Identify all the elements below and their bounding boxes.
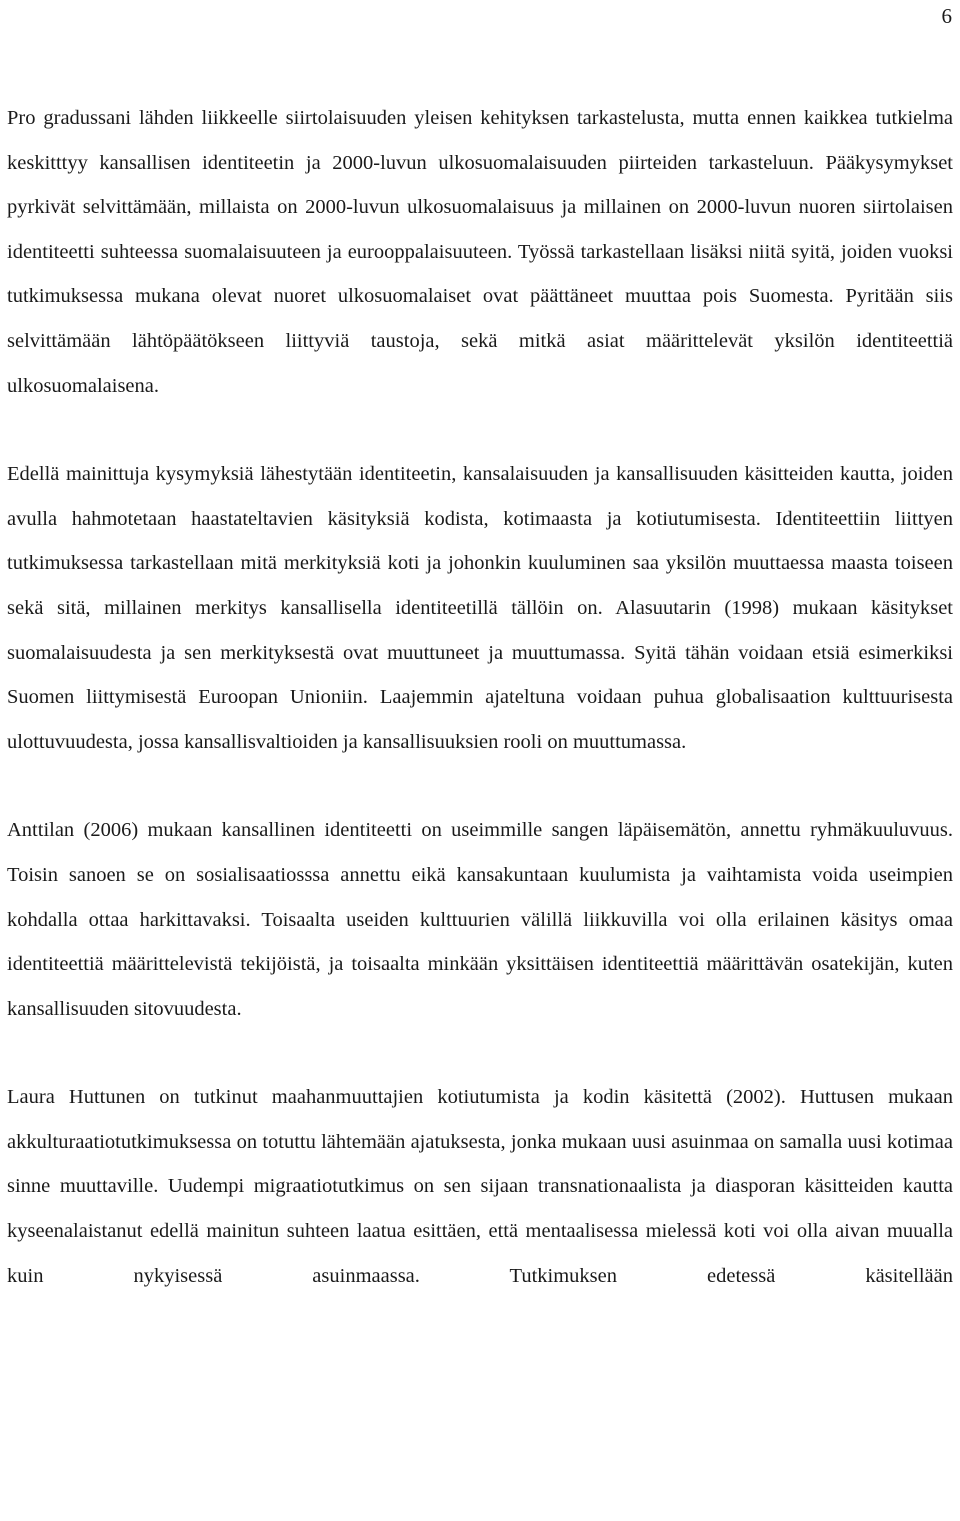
paragraph-4: Laura Huttunen on tutkinut maahanmuuttajien kotiutumista ja kodin käsitettä (2002). Huttusen mukaan akkulturaatiotutkimuksessa on totuttu lähtemään ajatuksesta, jonka mukaan uusi asuinmaa on samalla uusi kotimaa sinne muuttaville. Uudempi migraatiotutkimus on sen sijaan transnationaalista ja diasporan käsitteiden kautta kyseenalaistanut edellä mainitun suhteen laatua esittäen, että mentaalisessa mielessä koti voi olla aivan muualla kuin nykyisessä asuinmaassa. Tutkimuksen edetessä käsitellään [7, 1086, 953, 1287]
body-text [7, 96, 953, 1298]
page-number: 6 [941, 4, 952, 28]
paragraph-1: Pro gradussani lähden liikkeelle siirtolaisuuden yleisen kehityksen tarkastelusta, mutta ennen kaikkea tutkielma keskitttyy kansallisen identiteetin ja 2000-luvun ulkosuomalaisuuden piirteiden tarkasteluun. Pääkysymykset pyrkivät selvittämään, millaista on 2000-luvun ulkosuomalaisuus ja millainen on 2000-luvun nuoren siirtolaisen identiteetti suhteessa suomalaisuuteen ja eurooppalaisuuteen. Työssä tarkastellaan lisäksi niitä syitä, joiden vuoksi tutkimuksessa mukana olevat nuoret ulkosuomalaiset ovat päättäneet muuttaa pois Suomesta. Pyritään siis selvittämään lähtöpäätökseen liittyviä taustoja, sekä mitkä asiat määrittelevät yksilön identiteettiä ulkosuomalaisena. [7, 107, 953, 397]
paragraph-3: Anttilan (2006) mukaan kansallinen identiteetti on useimmille sangen läpäisemätön, annettu ryhmäkuuluvuus. Toisin sanoen se on sosialisaatiosssa annettu eikä kansakuntaan kuulumista ja vaihtamista voida useimpien kohdalla ottaa harkittavaksi. Toisaalta useiden kulttuurien välillä liikkuvilla voi olla erilainen käsitys omaa identiteettiä määrittelevistä tekijöistä, ja toisaalta minkään yksittäisen identiteettiä määrittävän osatekijän, kuten kansallisuuden sitovuudesta. [7, 819, 953, 1020]
paragraph-2: Edellä mainittuja kysymyksiä lähestytään identiteetin, kansalaisuuden ja kansallisuuden käsitteiden kautta, joiden avulla hahmotetaan haastateltavien käsityksiä kodista, kotimaasta ja kotiutumisesta. Identiteettiin liittyen tutkimuksessa tarkastellaan mitä merkityksiä koti ja johonkin kuuluminen saa yksilön muuttaessa maasta toiseen sekä sitä, millainen merkitys kansallisella identiteetillä tällöin on. Alasuutarin (1998) mukaan käsitykset suomalaisuudesta ja sen merkityksestä ovat muuttuneet ja muuttumassa. Syitä tähän voidaan etsiä esimerkiksi Suomen liittymisestä Euroopan Unioniin. Laajemmin ajateltuna voidaan puhua globalisaation kulttuurisesta ulottuvuudesta, jossa kansallisvaltioiden ja kansallisuuksien rooli on muuttumassa. [7, 463, 953, 753]
